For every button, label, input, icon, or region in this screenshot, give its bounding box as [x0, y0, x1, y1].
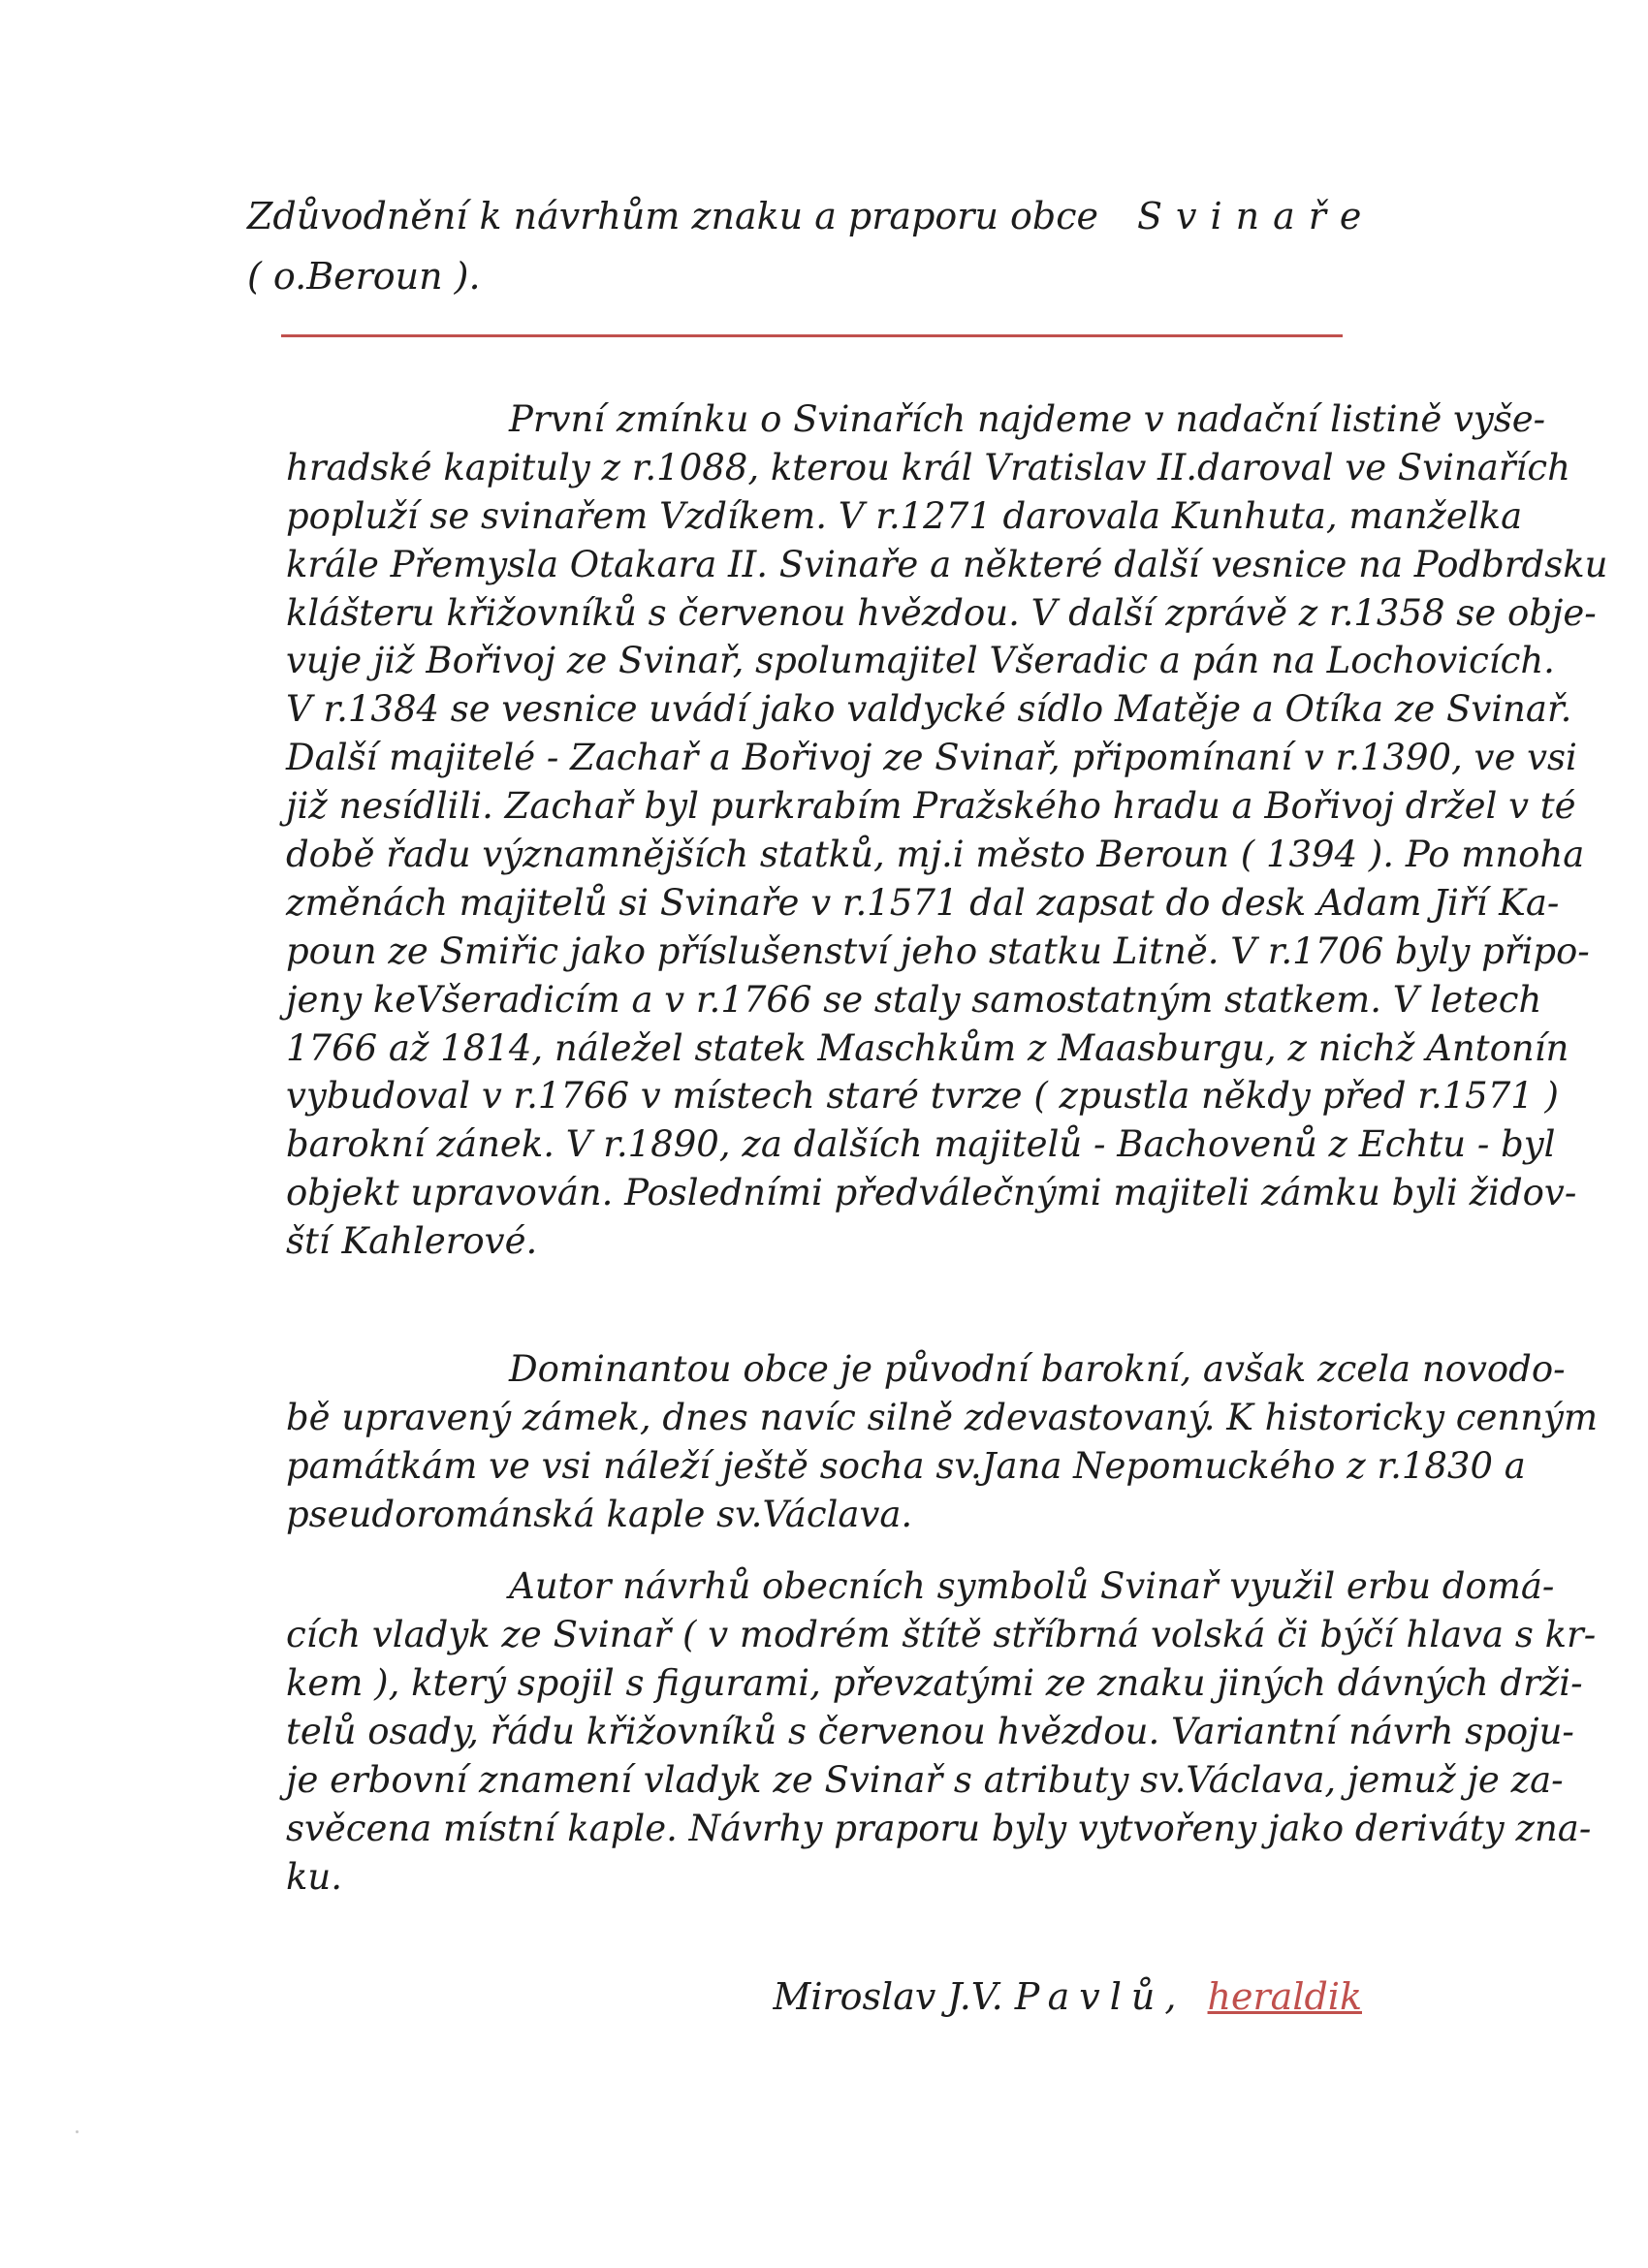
paragraph-line: barokní zánek. V r.1890, za dalších majitelů - Bachovenů z Echtu - byl	[286, 1123, 1556, 1166]
paragraph-line: popluží se svinařem Vzdíkem. V r.1271 darovala Kunhuta, manželka	[286, 494, 1523, 537]
paragraph-line: jeny keVšeradicím a v r.1766 se staly samostatným statkem. V letech	[286, 978, 1542, 1021]
signature-surname: Pavlů,	[1014, 1975, 1187, 2018]
signature	[773, 1972, 1362, 2021]
paragraph-line: vuje již Bořivoj ze Svinař, spolumajitel Všeradic a pán na Lochovicích.	[286, 640, 1555, 682]
paragraph-line: krále Přemysla Otakara II. Svinaře a některé další vesnice na Podbrdsku	[286, 543, 1608, 585]
paragraph-line: 1766 až 1814, náležel statek Maschkům z Maasburgu, z nichž Antonín	[286, 1026, 1569, 1069]
signature-name: Miroslav J.V.	[773, 1975, 1003, 2018]
paragraph-line: objekt upravován. Posledními předválečnými majiteli zámku byli židov-	[286, 1172, 1577, 1214]
paragraph-line: klášteru křižovníků s červenou hvězdou. V další zprávě z r.1358 se obje-	[286, 591, 1597, 634]
paragraph-line: památkám ve vsi náleží ještě socha sv.Jana Nepomuckého z r.1830 a	[286, 1445, 1526, 1487]
heading-village-name: Svinaře	[1136, 195, 1376, 237]
paragraph-line: ku.	[286, 1856, 343, 1898]
paragraph-line: bě upravený zámek, dnes navíc silně zdevastovaný. K historicky cenným	[286, 1397, 1599, 1438]
paragraph-landmarks	[286, 1345, 1599, 1539]
paragraph-line: době řadu významnějších statků, mj.i město Beroun ( 1394 ). Po mnoha	[286, 834, 1585, 876]
document-heading	[247, 186, 1375, 306]
paragraph-line: hradské kapituly z r.1088, kterou král Vratislav II.daroval ve Svinařích	[286, 446, 1570, 488]
paragraph-line: změnách majitelů si Svinaře v r.1571 dal zapsat do desk Adam Jiří Ka-	[286, 881, 1560, 924]
signature-role: heraldik	[1207, 1975, 1362, 2018]
paragraph-line: kem ), který spojil s figurami, převzatými ze znaku jiných dávných drži-	[286, 1662, 1583, 1704]
paragraph-line: V r.1384 se vesnice uvádí jako valdycké sídlo Matěje a Otíka ze Svinař.	[286, 688, 1572, 731]
paragraph-line: vybudoval v r.1766 v místech staré tvrze ( zpustla někdy před r.1571 )	[286, 1075, 1559, 1118]
heading-line-2: ( o.Beroun ).	[247, 255, 481, 298]
heading-line-1	[247, 186, 1375, 246]
paragraph-line: poun ze Smiřic jako příslušenství jeho statku Litně. V r.1706 byly připo-	[286, 929, 1590, 972]
paragraph-line: Další majitelé - Zachař a Bořivoj ze Svinař, připomínaní v r.1390, ve vsi	[286, 737, 1577, 779]
scan-speck	[76, 2130, 79, 2133]
paragraph-line: je erbovní znamení vladyk ze Svinař s atributy sv.Václava, jemuž je za-	[286, 1759, 1564, 1801]
heading-prefix: Zdůvodnění k návrhům znaku a praporu obce	[247, 195, 1098, 237]
paragraph-line: Autor návrhů obecních symbolů Svinař využil erbu domá-	[509, 1565, 1555, 1607]
paragraph-line: již nesídlili. Zachař byl purkrabím Pražského hradu a Bořivoj držel v té	[286, 785, 1576, 828]
paragraph-line: svěcena místní kaple. Návrhy praporu byly vytvořeny jako deriváty zna-	[286, 1808, 1592, 1849]
paragraph-symbols	[286, 1562, 1597, 1902]
heading-divider	[281, 334, 1343, 337]
paragraph-line: ští Kahlerové.	[286, 1220, 538, 1263]
paragraph-line: cích vladyk ze Svinař ( v modrém štítě stříbrná volská či býčí hlava s kr-	[286, 1614, 1597, 1655]
paragraph-line: pseudorománská kaple sv.Václava.	[286, 1494, 913, 1535]
paragraph-line: telů osady, řádu křižovníků s červenou hvězdou. Variantní návrh spoju-	[286, 1711, 1574, 1752]
paragraph-history	[286, 395, 1608, 1266]
paragraph-line: První zmínku o Svinařích najdeme v nadační listině vyše-	[509, 398, 1546, 440]
paragraph-line: Dominantou obce je původní barokní, avšak zcela novodo-	[509, 1348, 1566, 1390]
